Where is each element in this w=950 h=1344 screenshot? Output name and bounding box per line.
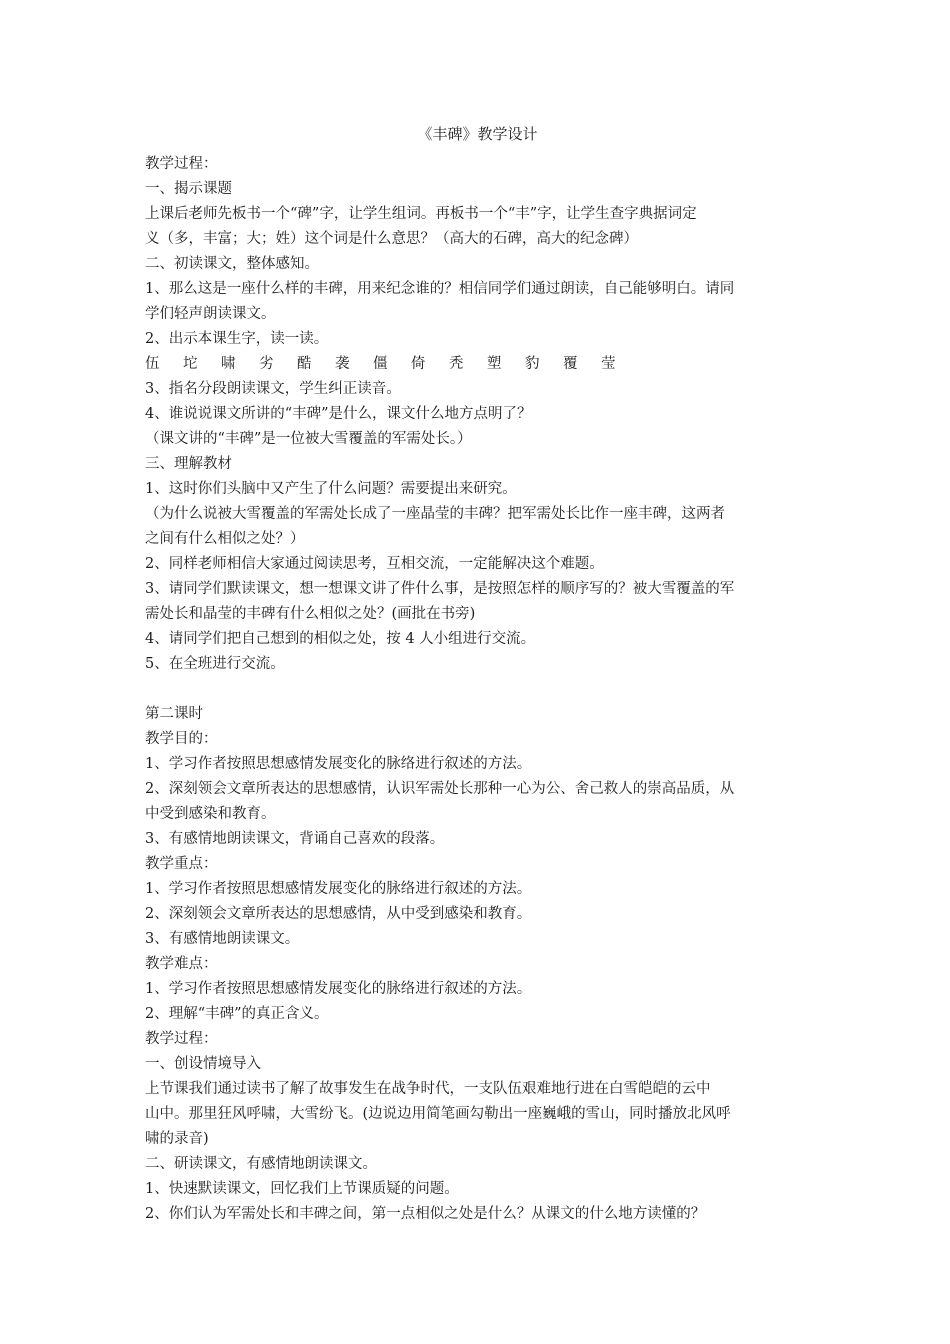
paragraph-line: 2、深刻领会文章所表达的思想感情，认识军需处长那种一心为公、舍己救人的崇高品质，从 (145, 781, 735, 797)
character-item: 僵 (373, 356, 388, 372)
new-characters-list (145, 352, 810, 377)
heading-teaching-process: 教学过程： (145, 156, 218, 172)
blank-line (145, 677, 810, 702)
paragraph-line: 山中。那里狂风呼啸，大雪纷飞。(边说边用简笔画勾勒出一座巍峨的雪山，同时播放北风呼 (145, 1106, 731, 1122)
paragraph-line: 啸的录音) (145, 1131, 209, 1147)
paragraph-line: （课文讲的“丰碑”是一位被大雪覆盖的军需处长。） (145, 431, 472, 447)
character-item: 塑 (487, 356, 502, 372)
character-item: 伍 (145, 356, 160, 372)
paragraph-line: 学们轻声朗读课文。 (145, 306, 276, 322)
paragraph-line: 需处长和晶莹的丰碑有什么相似之处？(画批在书旁) (145, 606, 476, 622)
heading-first-reading: 二、初读课文，整体感知。 (145, 256, 319, 272)
character-item: 坨 (183, 356, 198, 372)
paragraph-line: 3、请同学们默读课文，想一想课文讲了件什么事，是按照怎样的顺序写的？被大雪覆盖的军 (145, 581, 735, 597)
paragraph-line: 3、指名分段朗读课文，学生纠正读音。 (145, 381, 401, 397)
paragraph-line: 上课后老师先板书一个“碑”字，让学生组词。再板书一个“丰”字，让学生查字典据词定 (145, 206, 697, 222)
paragraph-line: 1、这时你们头脑中又产生了什么问题？需要提出来研究。 (145, 481, 517, 497)
character-item: 倚 (411, 356, 426, 372)
character-item: 袭 (335, 356, 350, 372)
paragraph-line: 2、出示本课生字，读一读。 (145, 331, 329, 347)
heading-understand-text: 三、理解教材 (145, 456, 232, 472)
paragraph-line: 义（多，丰富；大；姓）这个词是什么意思？（高大的石碑，高大的纪念碑） (145, 231, 638, 247)
paragraph-line: 2、同样老师相信大家通过阅读思考，互相交流，一定能解决这个难题。 (145, 556, 604, 572)
character-item: 豹 (525, 356, 540, 372)
paragraph-line: 2、你们认为军需处长和丰碑之间，第一点相似之处是什么？从课文的什么地方读懂的？ (145, 1206, 706, 1222)
document-page (145, 122, 810, 1227)
character-item: 啸 (221, 356, 236, 372)
paragraph-line: 2、深刻领会文章所表达的思想感情，从中受到感染和教育。 (145, 906, 532, 922)
heading-difficulties: 教学难点： (145, 956, 218, 972)
paragraph-line: 1、学习作者按照思想感情发展变化的脉络进行叙述的方法。 (145, 756, 532, 772)
heading-second-lesson: 第二课时 (145, 706, 203, 722)
heading-teaching-process-2: 教学过程： (145, 1031, 218, 1047)
character-item: 莹 (601, 356, 616, 372)
paragraph-line: 3、有感情地朗读课文，背诵自己喜欢的段落。 (145, 831, 445, 847)
heading-reveal-topic: 一、揭示课题 (145, 181, 232, 197)
paragraph-line: 3、有感情地朗读课文。 (145, 931, 300, 947)
character-item: 秃 (449, 356, 464, 372)
document-title: 《丰碑》教学设计 (417, 125, 538, 143)
paragraph-line: （为什么说被大雪覆盖的军需处长成了一座晶莹的丰碑？把军需处长比作一座丰碑，这两者 (145, 506, 725, 522)
heading-scenario-intro: 一、创设情境导入 (145, 1056, 261, 1072)
paragraph-line: 4、谁说说课文所讲的“丰碑”是什么，课文什么地方点明了？ (145, 406, 532, 422)
paragraph-line: 4、请同学们把自己想到的相似之处，按 4 人小组进行交流。 (145, 631, 536, 647)
character-item: 酷 (297, 356, 312, 372)
paragraph-line: 1、快速默读课文，回忆我们上节课质疑的问题。 (145, 1181, 459, 1197)
paragraph-line: 中受到感染和教育。 (145, 806, 276, 822)
paragraph-line: 1、学习作者按照思想感情发展变化的脉络进行叙述的方法。 (145, 981, 532, 997)
paragraph-line: 1、那么这是一座什么样的丰碑，用来纪念谁的？相信同学们通过朗读，自己能够明白。请同 (145, 281, 735, 297)
paragraph-line: 5、在全班进行交流。 (145, 656, 285, 672)
paragraph-line: 2、理解“丰碑”的真正含义。 (145, 1006, 329, 1022)
heading-key-points: 教学重点： (145, 856, 218, 872)
paragraph-line: 1、学习作者按照思想感情发展变化的脉络进行叙述的方法。 (145, 881, 532, 897)
character-item: 覆 (563, 356, 578, 372)
heading-teaching-goals: 教学目的： (145, 731, 218, 747)
paragraph-line: 之间有什么相似之处？） (145, 531, 305, 547)
character-item: 劣 (259, 356, 274, 372)
heading-study-text: 二、研读课文，有感情地朗读课文。 (145, 1156, 377, 1172)
paragraph-line: 上节课我们通过读书了解了故事发生在战争时代，一支队伍艰难地行进在白雪皑皑的云中 (145, 1081, 711, 1097)
